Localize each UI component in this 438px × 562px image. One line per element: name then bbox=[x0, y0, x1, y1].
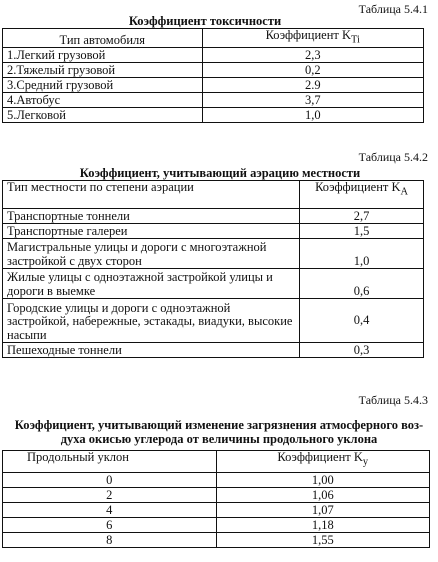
table2-cell-type: Городские улицы и дороги с одноэтажной застройкой, набережные, эстакады, виадуки, высокие насыпи bbox=[3, 299, 300, 343]
table-row bbox=[3, 63, 424, 78]
table3-header-slope: Продольный уклон bbox=[3, 451, 217, 473]
table-row bbox=[3, 488, 430, 503]
table1-cell-type: 3.Средний грузовой bbox=[3, 78, 203, 93]
table-row bbox=[3, 299, 424, 343]
table-row bbox=[3, 209, 424, 224]
table2-cell-value: 2,7 bbox=[300, 209, 424, 224]
table3-cell-value: 1,07 bbox=[216, 503, 429, 518]
table2-cell-type: Пешеходные тоннели bbox=[3, 343, 300, 358]
table-row bbox=[3, 239, 424, 269]
table1-cell-type: 5.Легковой bbox=[3, 108, 203, 123]
aeration-table bbox=[2, 180, 424, 358]
table2-cell-type: Транспортные тоннели bbox=[3, 209, 300, 224]
table2-label: Таблица 5.4.2 bbox=[358, 150, 428, 164]
table-row bbox=[3, 473, 430, 488]
table3-cell-slope: 4 bbox=[3, 503, 217, 518]
table3-cell-value: 1,00 bbox=[216, 473, 429, 488]
table2-header-coef: Коэффициент $K_A$ bbox=[300, 181, 424, 209]
table3-cell-slope: 0 bbox=[3, 473, 217, 488]
table-row bbox=[3, 518, 430, 533]
table2-cell-value: 0,4 bbox=[300, 299, 424, 343]
table3-header-coef: Коэффициент $K_y$ bbox=[216, 451, 429, 473]
table1-cell-type: 4.Автобус bbox=[3, 93, 203, 108]
table-row bbox=[3, 48, 424, 63]
table1-header-coef: Коэффициент $K_{Ti}$ bbox=[202, 29, 423, 48]
table2-header-type: Тип местности по степени аэрации bbox=[3, 181, 300, 209]
table-row bbox=[3, 533, 430, 548]
table1-cell-value: 0,2 bbox=[202, 63, 423, 78]
toxicity-table bbox=[2, 28, 424, 123]
table-row bbox=[3, 108, 424, 123]
table3-cell-value: 1,55 bbox=[216, 533, 429, 548]
table1-cell-type: 2.Тяжелый грузовой bbox=[3, 63, 203, 78]
table2-cell-type: Транспортные галереи bbox=[3, 224, 300, 239]
table3-title-line2: духа окисью углерода от величины продольного уклона bbox=[60, 432, 378, 446]
table3-cell-value: 1,18 bbox=[216, 518, 429, 533]
table1-cell-value: 3,7 bbox=[202, 93, 423, 108]
table2-cell-value: 0,3 bbox=[300, 343, 424, 358]
table1-cell-value: 2,3 bbox=[202, 48, 423, 63]
table1-cell-value: 2.9 bbox=[202, 78, 423, 93]
table-row bbox=[3, 78, 424, 93]
table-row bbox=[3, 224, 424, 239]
table3-label: Таблица 5.4.3 bbox=[358, 393, 428, 407]
table3-cell-value: 1,06 bbox=[216, 488, 429, 503]
table-row bbox=[3, 503, 430, 518]
table1-title: Коэффициент токсичности bbox=[128, 14, 282, 28]
table2-cell-type: Магистральные улицы и дороги с многоэтажной застройкой с двух сторон bbox=[3, 239, 300, 269]
table1-label: Таблица 5.4.1 bbox=[358, 2, 428, 16]
table2-title: Коэффициент, учитывающий аэрацию местности bbox=[79, 166, 361, 180]
table1-header-type: Тип автомобиля bbox=[3, 29, 203, 48]
table1-cell-value: 1,0 bbox=[202, 108, 423, 123]
table2-cell-value: 0,6 bbox=[300, 269, 424, 299]
table-row bbox=[3, 93, 424, 108]
table2-cell-value: 1,0 bbox=[300, 239, 424, 269]
table3-cell-slope: 8 bbox=[3, 533, 217, 548]
table2-cell-value: 1,5 bbox=[300, 224, 424, 239]
table3-title-line1: Коэффициент, учитывающий изменение загрязнения атмосферного воз- bbox=[14, 418, 424, 432]
table2-cell-type: Жилые улицы с одноэтажной застройкой улицы и дороги в выемке bbox=[3, 269, 300, 299]
table3-cell-slope: 6 bbox=[3, 518, 217, 533]
table-row bbox=[3, 269, 424, 299]
slope-table bbox=[2, 450, 430, 548]
table3-cell-slope: 2 bbox=[3, 488, 217, 503]
table1-cell-type: 1.Легкий грузовой bbox=[3, 48, 203, 63]
table-row bbox=[3, 343, 424, 358]
